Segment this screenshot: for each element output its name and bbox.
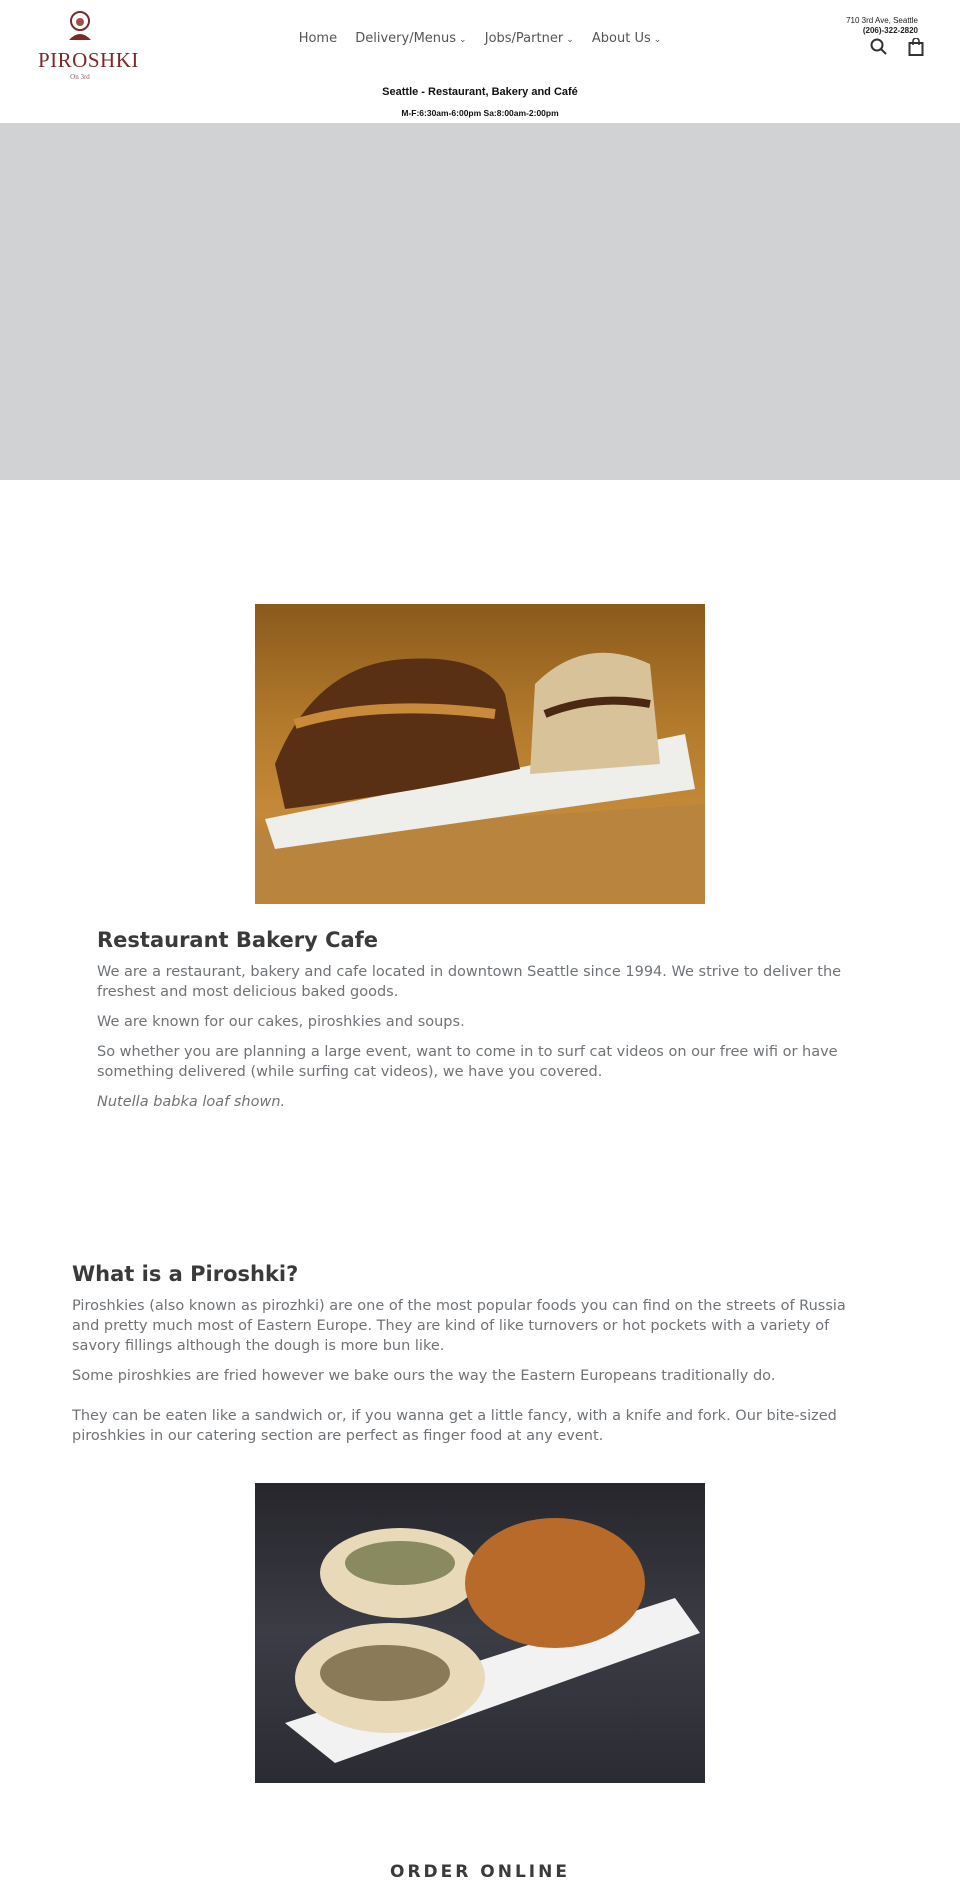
contact-info	[846, 16, 918, 36]
hero-banner	[0, 123, 960, 480]
nav-label: Home	[298, 31, 338, 46]
nav-label: Delivery/Menus	[355, 31, 457, 46]
paragraph: They can be eaten like a sandwich or, if you wanna get a little fancy, with a knife and fork. Our bite-sized piroshkies in our catering section are perfect as finger food at any event.	[72, 1408, 837, 1444]
piroshki-photo	[255, 1483, 705, 1783]
opening-hours: M-F:6:30am-6:00pm Sa:8:00am-2:00pm	[401, 108, 559, 118]
nav-jobs-partner[interactable]	[485, 31, 574, 46]
piroshki-section	[72, 1262, 872, 1446]
nav-home[interactable]	[299, 31, 337, 46]
nav-about-us[interactable]	[592, 31, 661, 46]
section-heading: What is a Piroshki?	[72, 1262, 299, 1286]
babka-photo	[255, 604, 705, 904]
paragraph: We are a restaurant, bakery and cafe located in downtown Seattle since 1994. We strive to deliver the freshest and most delicious baked goods.	[97, 964, 842, 1000]
phone[interactable]: (206)-322-2820	[862, 26, 918, 35]
logo-subtext: On 3rd	[70, 73, 90, 81]
nav-label: Jobs/Partner	[484, 31, 564, 46]
section-heading: Restaurant Bakery Cafe	[97, 928, 379, 952]
paragraph: Piroshkies (also known as pirozhki) are one of the most popular foods you can find on the streets of Russia and pretty much most of Eastern Europe. They are kind of like turnovers or hot pockets with a variety of savory fillings although the dough is more bun like.	[72, 1298, 846, 1354]
chevron-down-icon: ⌄	[459, 35, 467, 45]
address: 710 3rd Ave, Seattle	[846, 16, 918, 25]
nav-label: About Us	[591, 31, 651, 46]
main-nav	[0, 31, 960, 46]
chevron-down-icon: ⌄	[653, 35, 662, 45]
order-online-heading: ORDER ONLINE	[390, 1862, 570, 1882]
tagline: Seattle - Restaurant, Bakery and Café	[382, 86, 578, 98]
nav-delivery-menus[interactable]	[355, 31, 466, 46]
image-caption: Nutella babka loaf shown.	[97, 1094, 286, 1110]
header-icons	[870, 38, 924, 61]
cart-icon[interactable]	[908, 38, 924, 56]
about-section	[97, 928, 887, 1112]
paragraph: We are known for our cakes, piroshkies and soups.	[97, 1014, 465, 1030]
search-icon[interactable]	[870, 38, 888, 56]
logo-text: PIROSHKI	[38, 48, 139, 72]
chevron-down-icon: ⌄	[566, 35, 574, 45]
paragraph: So whether you are planning a large event, want to come in to surf cat videos on our free wifi or have something delivered (while surfing cat videos), we have you covered.	[97, 1044, 838, 1080]
paragraph: Some piroshkies are fried however we bake ours the way the Eastern Europeans traditionally do.	[72, 1368, 776, 1384]
